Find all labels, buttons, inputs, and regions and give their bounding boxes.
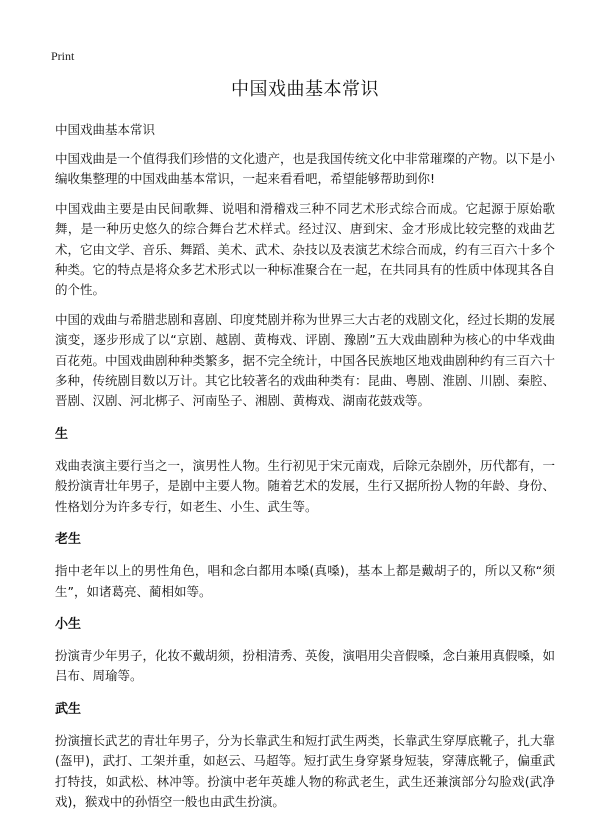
section-heading-sheng: 生 [55,426,69,442]
section-heading-wusheng: 武生 [55,701,82,717]
section-text-sheng: 戏曲表演主要行当之一，演男性人物。生行初见于宋元南戏，后除元杂剧外，历代都有，一般扮演青壮年男子，是剧中主要人物。随着艺术的发展，生行又据所扮人物的年龄、身份、性格划分为许多专行，如老生、小生、武生等。 [55,457,556,514]
print-link[interactable]: Print [51,49,75,63]
article [55,76,555,812]
section-text-wusheng: 扮演擅长武艺的青壮年男子，分为长靠武生和短打武生两类，长靠武生穿厚底靴子，扎大靠(盔甲)，武打、工架并重，如赵云、马超等。短打武生身穿紧身短装，穿薄底靴子，偏重武打特技，如武松、林冲等。扮演中老年英雄人物的称武老生，武生还兼演部分勾脸戏(武净戏)，猴戏中的孙悟空一般也由武生扮演。 [55,732,556,809]
article-subtitle: 中国戏曲基本常识 [55,122,156,137]
section-heading-xiaosheng: 小生 [55,616,82,632]
section-text-xiaosheng: 扮演青少年男子，化妆不戴胡须，扮相清秀、英俊，演唱用尖音假嗓，念白兼用真假嗓，如吕布、周瑜等。 [55,647,556,684]
intro-paragraph-1: 中国戏曲是一个值得我们珍惜的文化遗产，也是我国传统文化中非常璀璨的产物。以下是小编收集整理的中国戏曲基本常识，一起来看看吧，希望能够帮助到你! [55,151,556,187]
page-title: 中国戏曲基本常识 [231,79,379,100]
section-text-laosheng: 指中老年以上的男性角色，唱和念白都用本嗓(真嗓)，基本上都是戴胡子的，所以又称“须生”，如诸葛亮、蔺相如等。 [55,563,555,599]
intro-paragraph-2: 中国戏曲主要是由民间歌舞、说唱和滑稽戏三种不同艺术形式综合而成。它起源于原始歌舞，是一种历史悠久的综合舞台艺术样式。经过汉、唐到宋、金才形成比较完整的戏曲艺术，它由文学、音乐、舞蹈、美术、武术、杂技以及表演艺术综合而成，约有三百六十多个种类。它的特点是将众多艺术形式以一种标准聚合在一起，在共同具有的性质中体现其各自的个性。 [55,200,556,298]
section-heading-laosheng: 老生 [55,532,82,548]
intro-paragraph-3: 中国的戏曲与希腊悲剧和喜剧、印度梵剧并称为世界三大古老的戏剧文化，经过长期的发展演变，逐步形成了以“京剧、越剧、黄梅戏、评剧、豫剧”五大戏曲剧种为核心的中华戏曲百花苑。中国戏曲剧种种类繁多，据不完全统计，中国各民族地区地戏曲剧种约有三百六十多种，传统剧目数以万计。其它比较著名的戏曲种类有：昆曲、粤剧、淮剧、川剧、秦腔、晋剧、汉剧、河北梆子、河南坠子、湘剧、黄梅戏、湖南花鼓戏等。 [55,311,556,409]
